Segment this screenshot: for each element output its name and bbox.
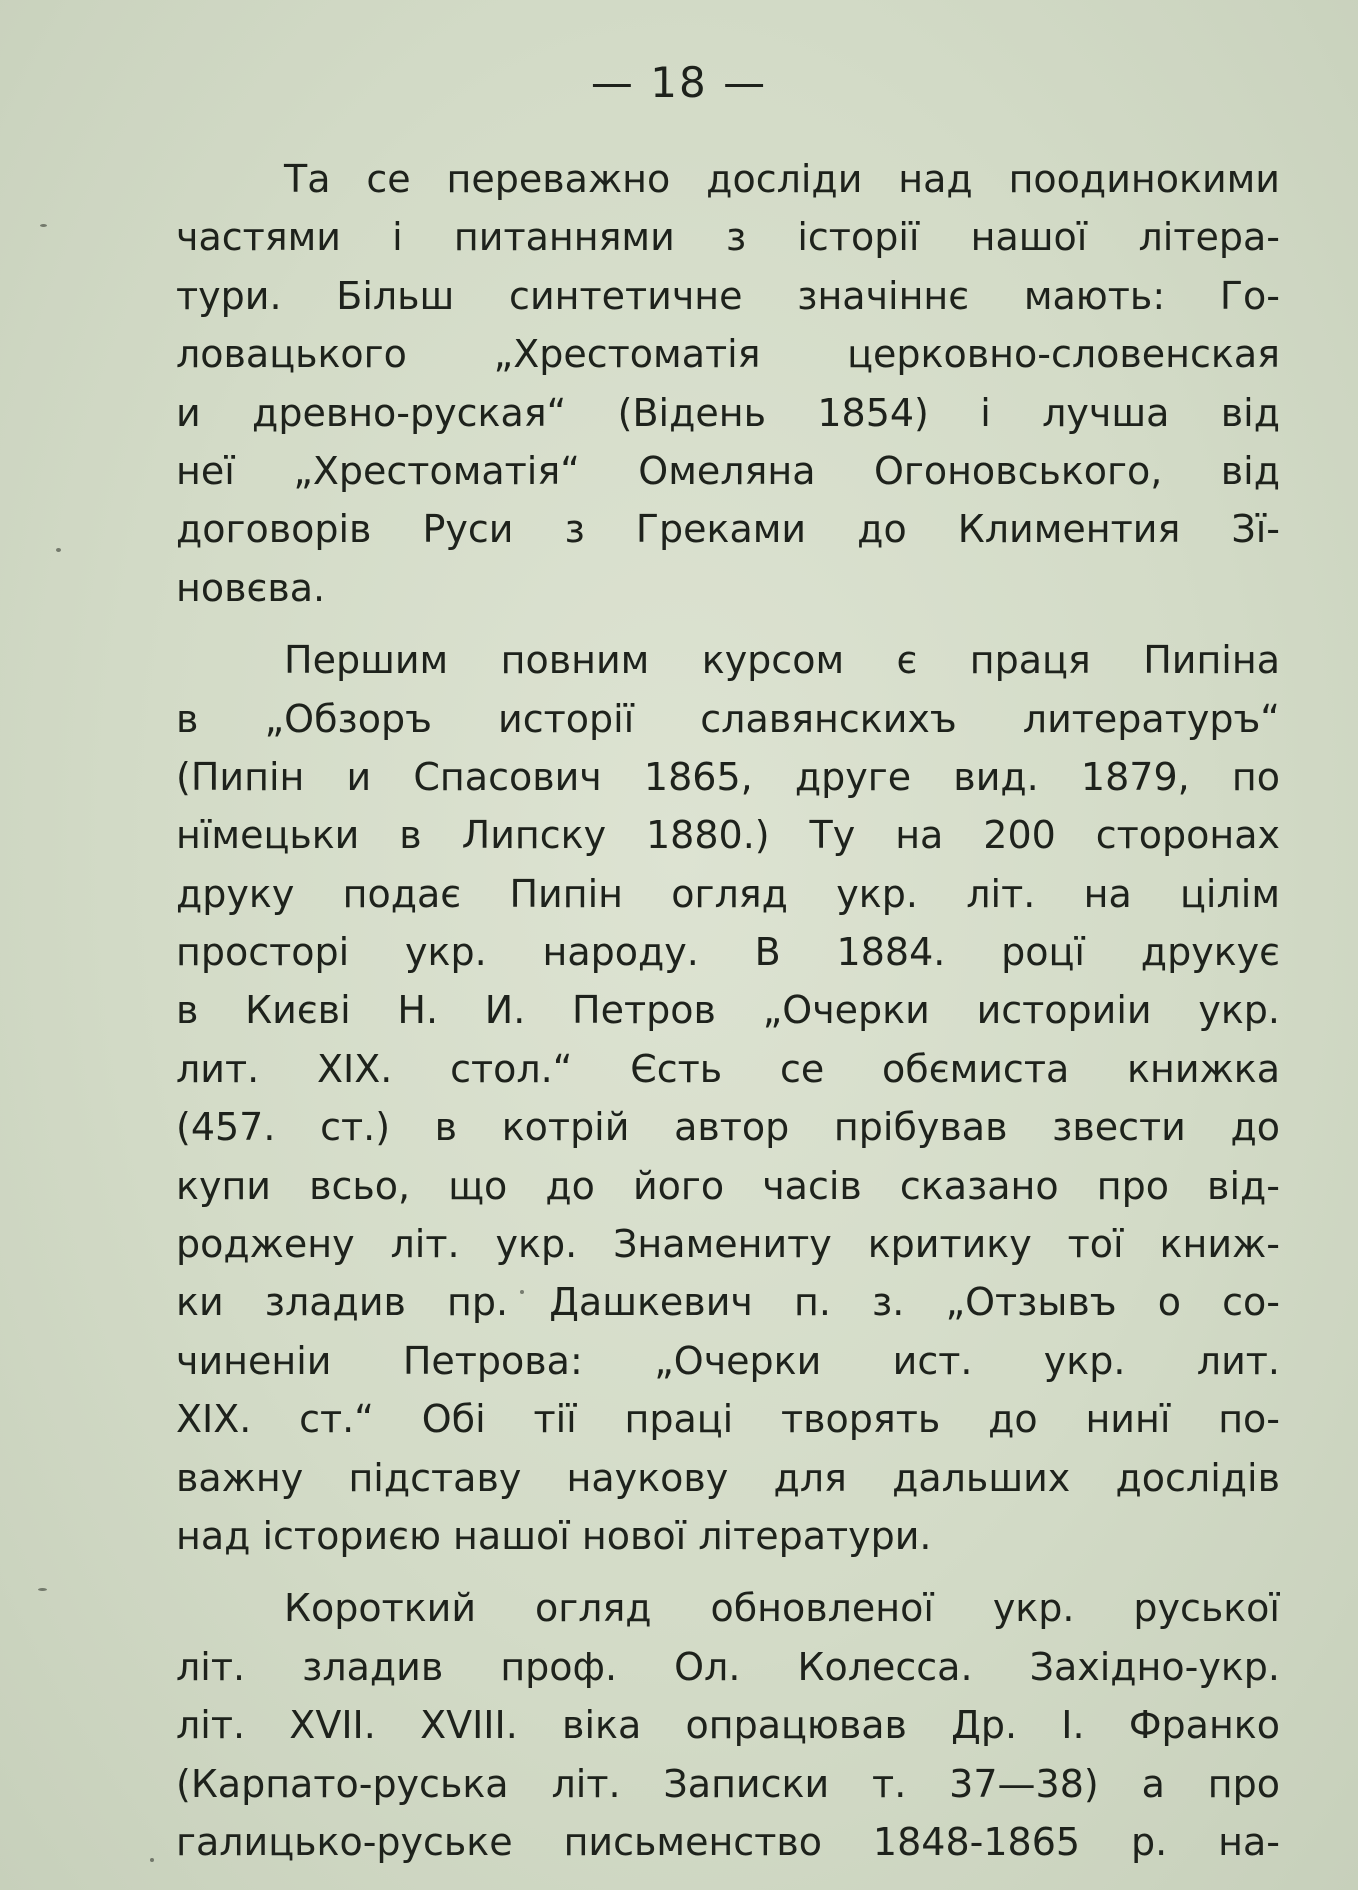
text-line: літ. зладив проф. Ол. Колесса. Західно-укр. (176, 1644, 1280, 1689)
text-line: неї „Хрестоматія“ Омеляна Огоновського, від (176, 448, 1280, 493)
text-line: ловацького „Хрестоматія церковно-словенская (176, 332, 1280, 377)
text-line: просторі укр. народу. В 1884. роцї друкує (176, 930, 1280, 975)
text-line: (Пипін и Спасович 1865, друге вид. 1879, по (176, 754, 1280, 799)
text-line: новєва. (176, 565, 326, 610)
text-line: над істориєю нашої нової літератури. (176, 1513, 932, 1558)
text-line: в Києві Н. И. Петров „Очерки историіи укр. (176, 988, 1280, 1033)
text-line: чиненіи Петрова: „Очерки ист. укр. лит. (176, 1338, 1280, 1383)
text-line: нїмецьки в Липску 1880.) Ту на 200 сторонах (176, 813, 1280, 858)
paragraph-1 (176, 150, 1280, 617)
text-line: літ. XVII. XVIII. віка опрацював Др. І. Франко (176, 1703, 1280, 1748)
text-line: Та се переважно досліди над поодинокими (284, 157, 1280, 201)
paper-speck (56, 548, 61, 552)
text-line: галицько-руське письменство 1848-1865 р. на- (176, 1819, 1280, 1864)
text-line: и древно-руская“ (Відень 1854) і лучша від (176, 390, 1280, 435)
text-line: (457. ст.) в котрій автор прібував звести до (176, 1105, 1280, 1150)
text-line: тури. Більш синтетичне значіннє мають: Го- (176, 273, 1280, 318)
paper-speck (150, 1858, 154, 1862)
text-line: Короткий огляд обновленої укр. руської (284, 1586, 1280, 1631)
text-line: частями і питаннями з історії нашої літера- (176, 215, 1280, 260)
paper-speck (38, 1588, 47, 1591)
body-text (176, 150, 1280, 1871)
text-line: (Карпато-руська літ. Записки т. 37—38) а про (176, 1761, 1280, 1806)
paragraph-2 (176, 631, 1280, 1565)
text-line: купи всьо, що до його часів сказано про від- (176, 1163, 1280, 1208)
page-number: — 18 — (590, 58, 768, 107)
paragraph-3 (176, 1579, 1280, 1871)
text-line: лит. XIX. стол.“ Єсть се обємиста книжка (176, 1046, 1280, 1091)
text-line: друку подає Пипін огляд укр. літ. на цілім (176, 871, 1280, 916)
text-line: договорів Руси з Греками до Климентия Зї- (176, 507, 1280, 552)
text-line: XIX. ст.“ Обі тії праці творять до нинї по- (176, 1397, 1280, 1442)
text-line: в „Обзоръ исторії славянскихъ литературъ“ (176, 696, 1280, 741)
text-line: ки зладив пр. Дашкевич п. з. „Отзывъ о со- (176, 1280, 1280, 1325)
text-line: важну підставу наукову для дальших дослідів (176, 1455, 1280, 1500)
text-line: Першим повним курсом є праця Пипіна (284, 638, 1280, 683)
text-line: роджену літ. укр. Знамениту критику тої книж- (176, 1222, 1280, 1267)
paper-speck (40, 224, 47, 227)
